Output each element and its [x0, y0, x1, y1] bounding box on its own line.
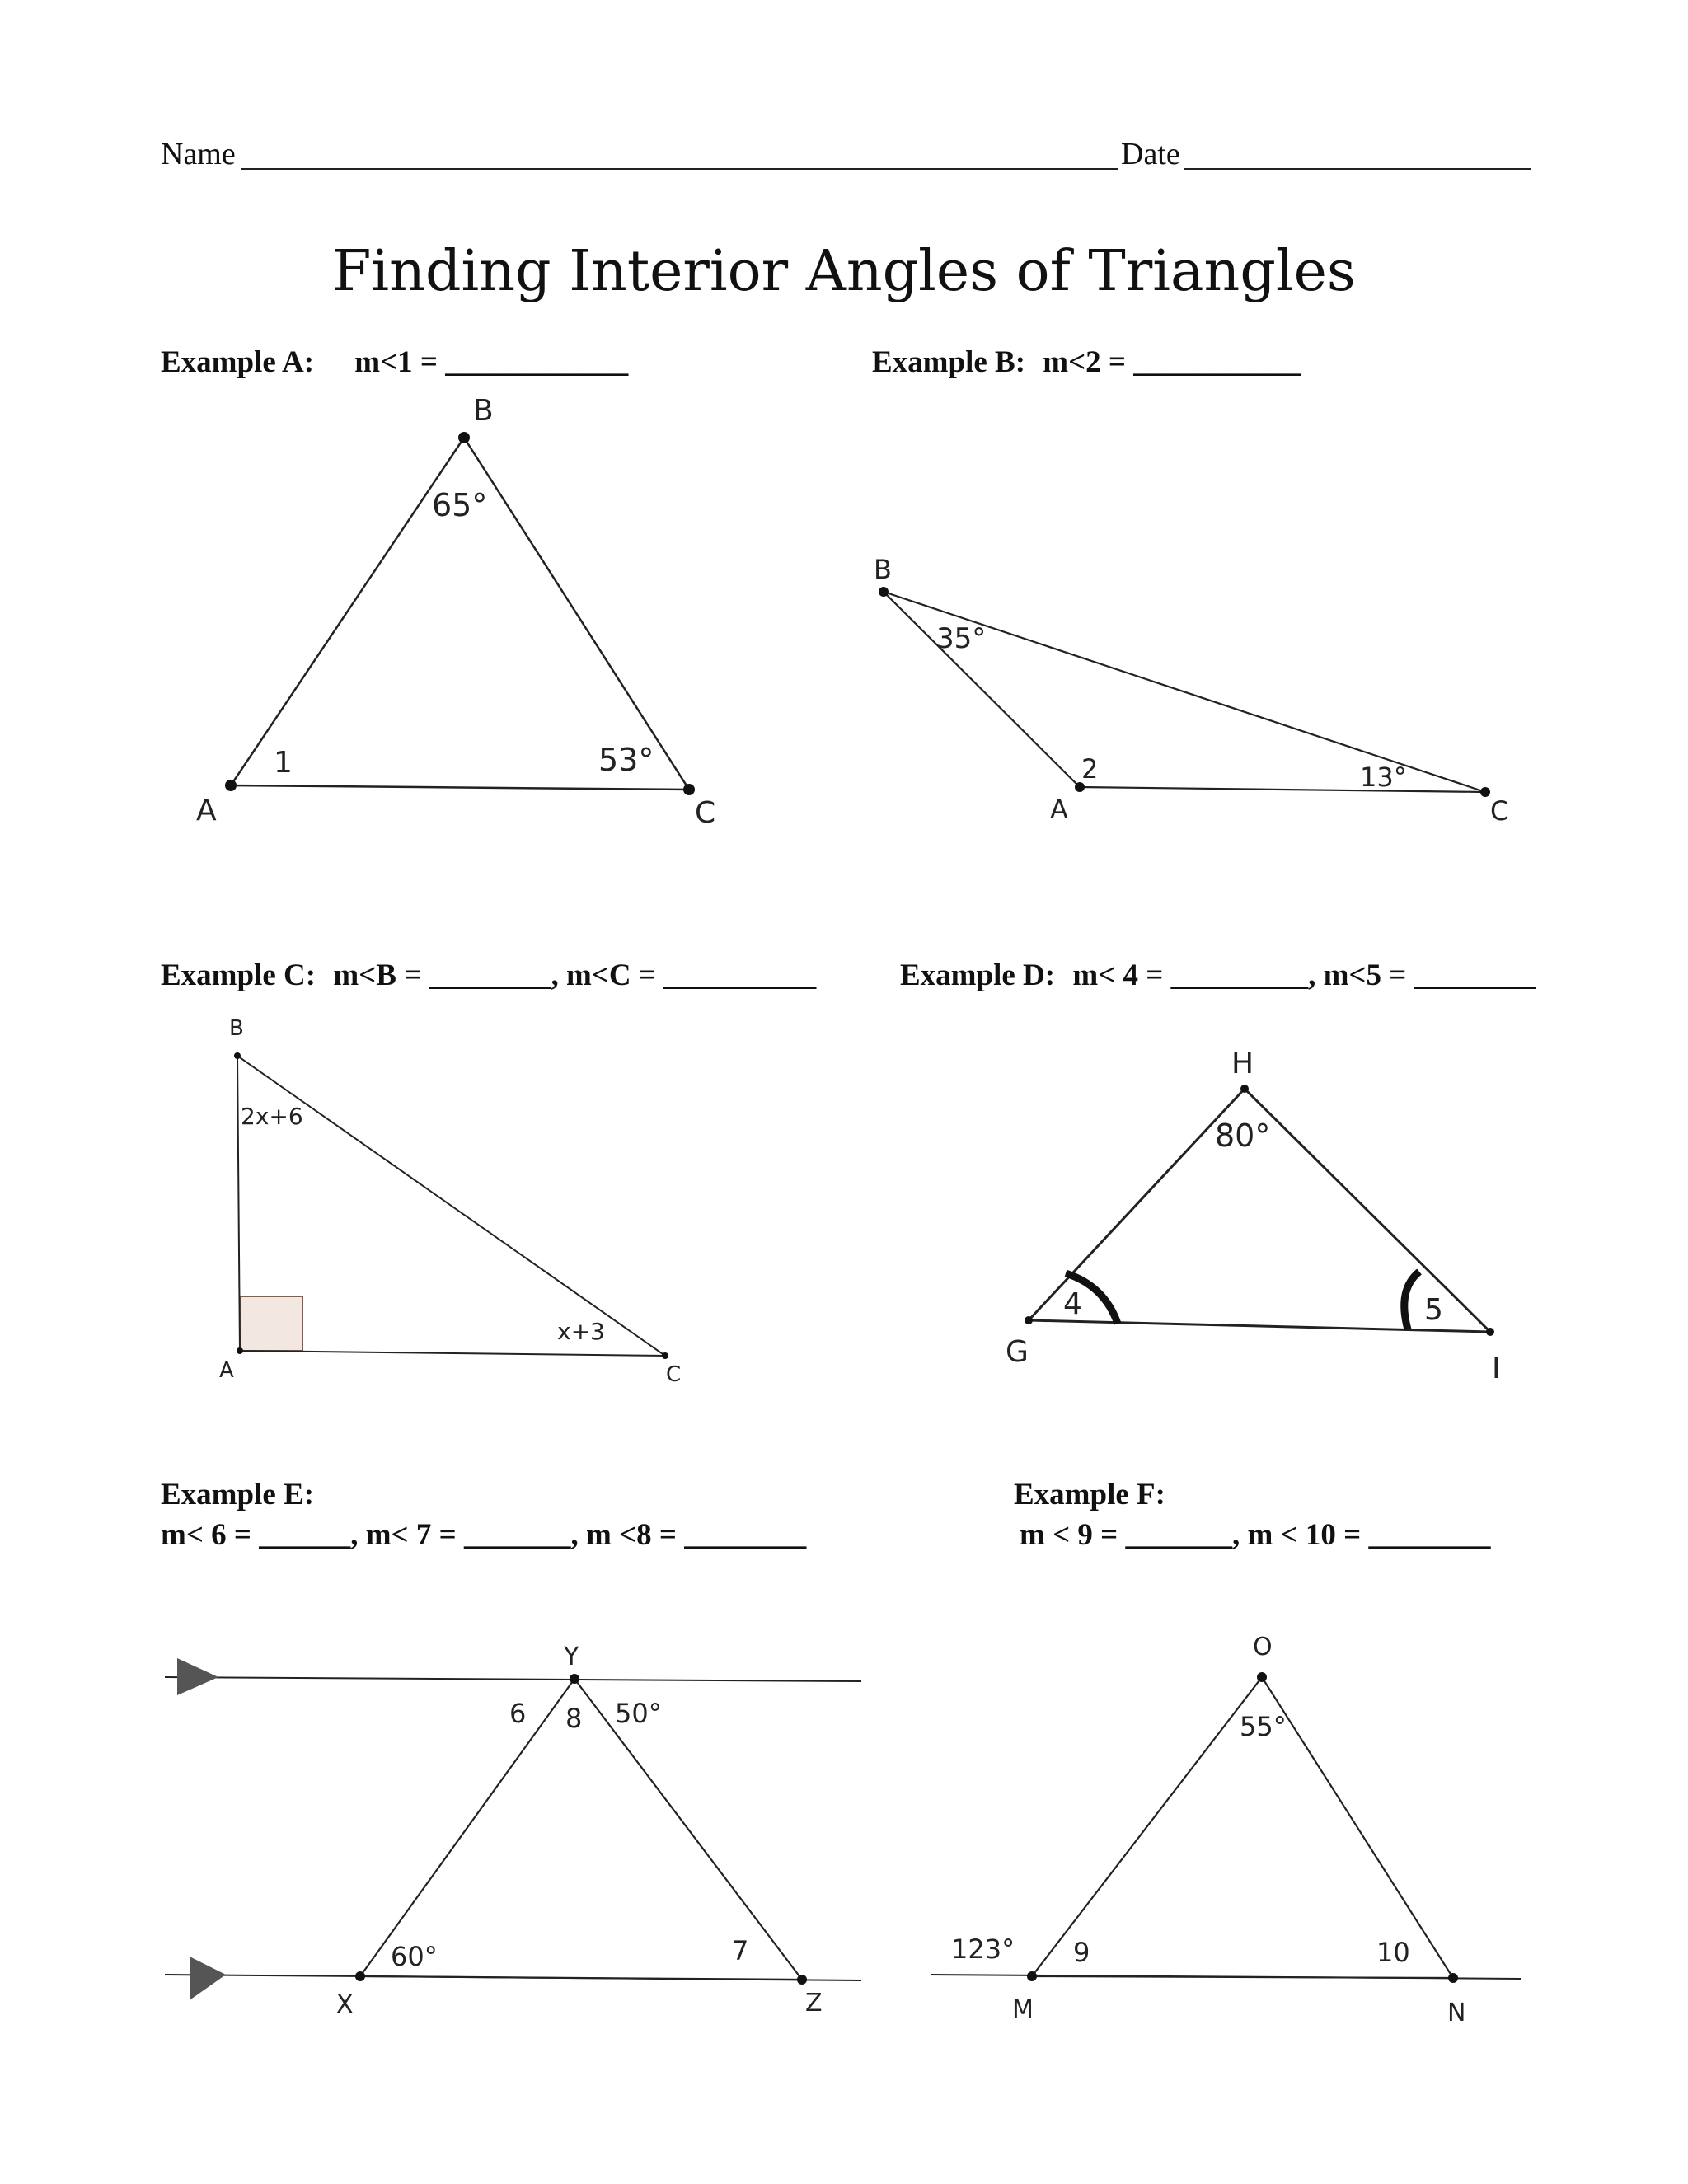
vertex-d-g	[1025, 1316, 1033, 1324]
label-a-a: A	[196, 794, 217, 827]
label-c-c: C	[666, 1362, 682, 1387]
label-b-c: C	[1490, 795, 1509, 827]
label-f-n: N	[1447, 1999, 1466, 2027]
parallel-arrow-bottom-icon	[190, 1957, 226, 2000]
angle-e-6: 6	[509, 1698, 527, 1729]
vertex-f-n	[1448, 1973, 1458, 1983]
example-b-label: Example B:	[872, 345, 1026, 379]
vertex-e-y	[570, 1674, 579, 1684]
example-b-prompt: m<2 = ___________	[1043, 345, 1301, 379]
vertex-a-c	[683, 784, 695, 795]
label-a-b: B	[473, 394, 494, 428]
label-f-o: O	[1253, 1633, 1273, 1661]
angle-e-7: 7	[732, 1935, 749, 1966]
label-d-h: H	[1231, 1047, 1254, 1080]
angle-b-2: 2	[1081, 753, 1099, 785]
angle-d-5: 5	[1424, 1293, 1443, 1327]
vertex-d-i	[1486, 1328, 1494, 1336]
label-e-x: X	[336, 1990, 354, 2019]
parallel-arrow-top-icon	[177, 1658, 218, 1695]
angle-c-b: 2x+6	[241, 1103, 303, 1130]
angle-b-c: 13°	[1360, 762, 1407, 793]
name-label: Name	[161, 137, 236, 171]
angle-f-o: 55°	[1240, 1711, 1287, 1742]
page-title: Finding Interior Angles of Triangles	[332, 239, 1356, 304]
angle-f-10: 10	[1376, 1937, 1410, 1968]
label-f-m: M	[1012, 1995, 1034, 2024]
example-c-prompt: m<B = ________, m<C = __________	[333, 958, 817, 992]
label-c-a: A	[219, 1358, 234, 1383]
example-d-label: Example D:	[900, 958, 1056, 992]
example-a-label: Example A:	[161, 345, 315, 379]
vertex-c-a	[237, 1347, 243, 1354]
label-d-g: G	[1006, 1335, 1029, 1369]
angle-f-ext: 123°	[951, 1933, 1015, 1965]
angle-a-1: 1	[274, 746, 293, 780]
vertex-a-a	[225, 780, 237, 791]
vertex-c-c	[662, 1352, 668, 1359]
label-c-b: B	[229, 1016, 244, 1041]
example-e-prompt: m< 6 = ______, m< 7 = _______, m <8 = ________	[161, 1518, 807, 1552]
example-d-prompt: m< 4 = _________, m<5 = ________	[1072, 958, 1536, 992]
vertex-a-b	[458, 432, 470, 443]
vertex-f-o	[1257, 1672, 1267, 1682]
angle-a-c: 53°	[598, 742, 654, 778]
vertex-c-b	[234, 1052, 241, 1059]
angle-e-y: 50°	[615, 1698, 662, 1729]
angle-b-b: 35°	[936, 622, 987, 655]
angle-a-b: 65°	[432, 487, 488, 523]
right-angle-marker	[240, 1296, 302, 1351]
vertex-e-x	[355, 1971, 365, 1981]
label-b-b: B	[874, 554, 892, 585]
label-b-a: A	[1050, 794, 1068, 825]
angle-5-arc	[1404, 1272, 1419, 1329]
example-e-label: Example E:	[161, 1478, 315, 1511]
example-f-label: Example F:	[1014, 1478, 1165, 1511]
parallel-line-top	[165, 1677, 861, 1681]
angle-f-9: 9	[1073, 1937, 1090, 1968]
vertex-b-b	[879, 587, 889, 597]
date-label: Date	[1121, 137, 1180, 171]
label-e-z: Z	[805, 1989, 823, 2018]
example-a-prompt: m<1 = ____________	[354, 345, 629, 379]
vertex-b-c	[1480, 787, 1490, 797]
label-a-c: C	[695, 796, 716, 830]
vertex-f-m	[1027, 1971, 1037, 1981]
label-d-i: I	[1492, 1352, 1501, 1385]
angle-e-8: 8	[565, 1703, 583, 1734]
angle-d-4: 4	[1063, 1287, 1082, 1321]
example-c-label: Example C:	[161, 958, 316, 992]
vertex-e-z	[797, 1975, 807, 1985]
vertex-d-h	[1240, 1085, 1249, 1093]
angle-e-x: 60°	[391, 1941, 438, 1972]
label-e-y: Y	[564, 1643, 579, 1671]
angle-c-c: x+3	[557, 1318, 605, 1345]
angle-d-h: 80°	[1215, 1118, 1271, 1154]
example-f-prompt: m < 9 = _______, m < 10 = ________	[1020, 1518, 1491, 1552]
